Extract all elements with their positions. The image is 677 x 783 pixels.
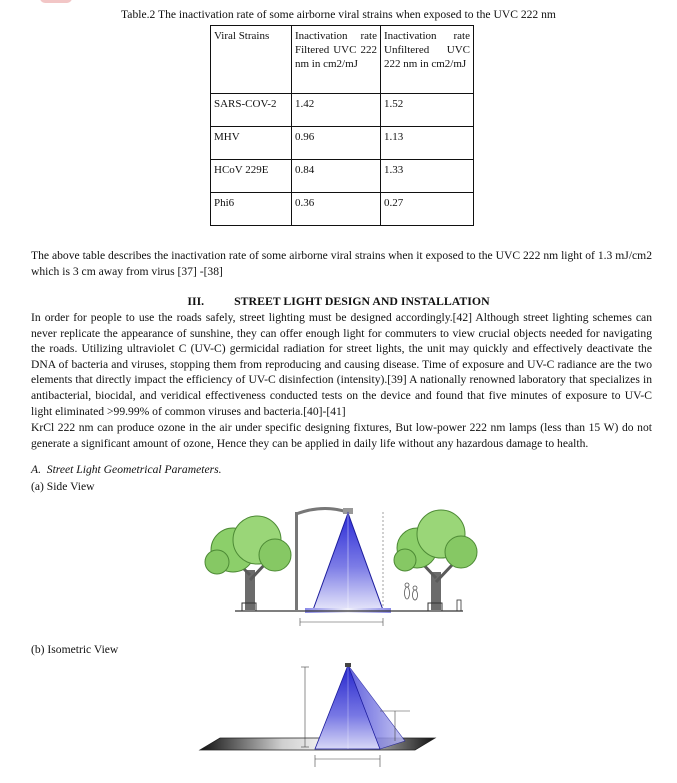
header-cell: Inactivation rate Filtered UVC 222 nm in cm2/mJ [292,26,381,94]
isometric-view-figure [195,655,465,775]
unfiltered-cell: 0.27 [381,193,474,226]
paragraph-ozone: KrCl 222 nm can produce ozone in the air under specific designing fixtures, But low-power 222 nm lamps (less than 15 W) do not generate a significant amount of ozone, Hence they can be applied in daily life without any hazardous damage to health. [31,421,652,450]
filtered-cell: 0.84 [292,160,381,193]
unfiltered-cell: 1.52 [381,94,474,127]
subsection-label: A. [31,463,41,476]
inactivation-table [210,25,474,226]
strain-cell: MHV [211,127,292,160]
paragraph-street-light-design: In order for people to use the roads safely, street lighting must be designed accordingly.[42] Although street lighting schemes can never replicate the appearance of sunshine, they can offer enough light for commuters to view crucial objects needed for navigating the roads. Utilizing ultraviolet C (UV-C) germicidal radiation for street lights, the unit may quickly and effectively deactivate the DNA of bacteria and viruses, stopping them from reproducing and causing disease. Time of exposure and UV-C radiance are the two elements that directly impact the efficiency of UV-C disinfection (intensity).[39] A nationally renowned laboratory that specializes in antibacterial, biocidal, and veridical effectiveness conducted tests on the device and found that five minutes of exposure to UV-C light eliminated >99.99% of common viruses and bacteria.[40]-[41] [31,311,652,418]
unfiltered-cell: 1.13 [381,127,474,160]
paragraph-table-description: The above table describes the inactivation rate of some airborne viral strains when it exposed to the UVC 222 nm light of 1.3 mJ/cm2 which is 3 cm away from virus [37] -[38] [31,249,652,278]
header-mark [40,0,72,3]
table-header-row [211,26,474,94]
table-caption: Table.2 The inactivation rate of some airborne viral strains when exposed to the UVC 222 nm [121,8,556,21]
strain-cell: SARS-COV-2 [211,94,292,127]
header-cell: Viral Strains [211,26,292,94]
section-heading [0,294,677,309]
strain-cell: HCoV 229E [211,160,292,193]
section-number: III. [187,294,205,308]
subsection-title: Street Light Geometrical Parameters. [46,463,222,476]
filtered-cell: 1.42 [292,94,381,127]
table-row [211,160,474,193]
pedestrians-icon [405,583,418,600]
left-tree-icon [205,516,291,611]
filtered-cell: 0.96 [292,127,381,160]
section-title: STREET LIGHT DESIGN AND INSTALLATION [234,294,490,308]
right-tree-icon [394,510,477,611]
table-row [211,127,474,160]
filtered-cell: 0.36 [292,193,381,226]
subsection-heading [31,463,222,476]
header-cell: Inactivation rate Unfiltered UVC 222 nm in cm2/mJ [381,26,474,94]
unfiltered-cell: 1.33 [381,160,474,193]
figure-b-label: (b) Isometric View [31,643,119,656]
figure-a-label: (a) Side View [31,480,95,493]
table-row [211,193,474,226]
side-view-figure [195,500,485,640]
table-row [211,94,474,127]
strain-cell: Phi6 [211,193,292,226]
